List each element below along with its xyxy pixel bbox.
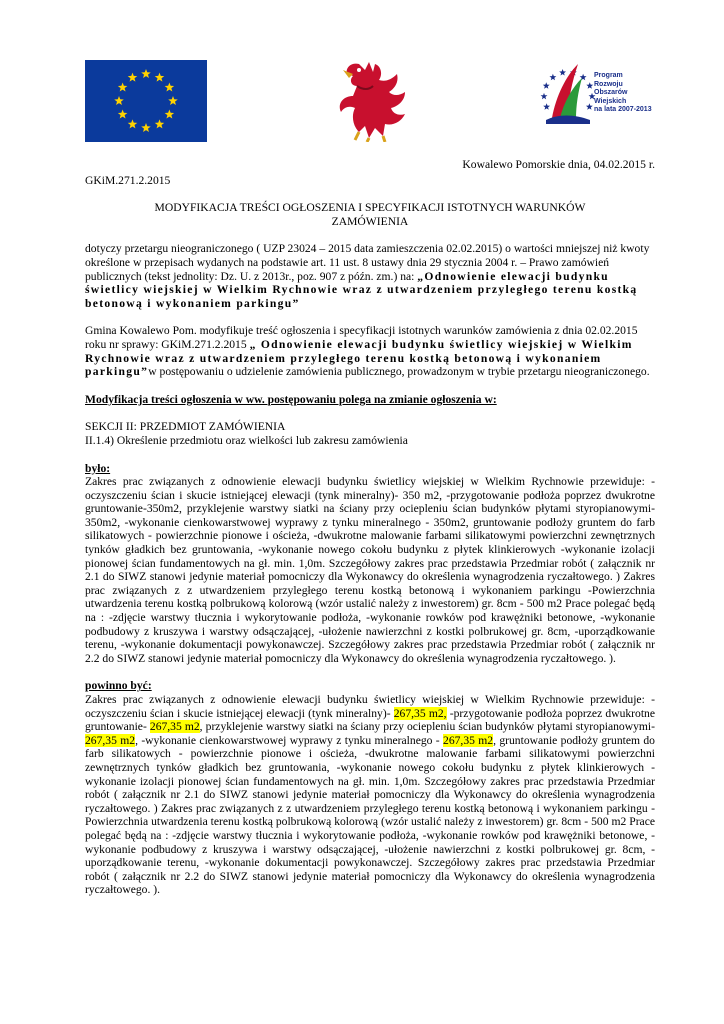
prow-star-icon bbox=[541, 93, 548, 100]
prow-star-icon bbox=[549, 74, 556, 81]
prow-star-icon bbox=[586, 82, 593, 89]
intro-paragraph bbox=[85, 242, 655, 310]
para-text: Gmina Kowalewo Pom. modyfikuje treść ogłoszenia i specyfikacji istotnych warunków zamówienia z dnia 02.02.2015 roku nr sprawy: GKiM.271.2.2015 bbox=[85, 324, 638, 351]
prow-line: Program bbox=[594, 72, 623, 79]
project-name: „ Odnowienie elewacji budynku świetlicy wiejskiej w Wielkim Rychnowie wraz z utwardzeniem przyległego terenu kostką betonową i wykonaniem parkingu” bbox=[85, 337, 633, 379]
highlighted-value: 267,35 m2 bbox=[85, 733, 136, 747]
text-segment: Zakres prac związanych z odnowienie elewacji budynku świetlicy wiejskiej w Wielkim Rychnowie przewiduje: -oczyszczeniu ścian i skucie istniejącej elewacji (tynk mineralny)- bbox=[85, 693, 655, 720]
section-subtitle: II.1.4) Określenie przedmiotu oraz wielkości lub zakresu zamówienia bbox=[85, 433, 408, 447]
highlighted-value: 267,35 m2 bbox=[149, 720, 200, 734]
logo-row bbox=[0, 56, 724, 146]
title-line: MODYFIKACJA TREŚCI OGŁOSZENIA I SPECYFIKACJI ISTOTNYCH WARUNKÓW bbox=[154, 201, 586, 215]
modification-paragraph bbox=[85, 324, 655, 378]
prow-logo-icon bbox=[538, 56, 598, 138]
prow-star-icon bbox=[586, 103, 593, 110]
date-line: Kowalewo Pomorskie dnia, 04.02.2015 r. bbox=[462, 158, 655, 171]
should-be-text bbox=[85, 693, 655, 897]
highlighted-value: 267,35 m2 bbox=[443, 733, 494, 747]
intro-text: dotyczy przetargu nieograniczonego ( UZP 23024 – 2015 data zamieszczenia 02.02.2015) o wartości mniejszej niż kwoty określone w przepisach wydanych na podstawie art. 11 ust. 8 ustawy dnia 29 stycznia 2004 r. – Prawo zamówień publicznych (tekst jednolity: Dz. U. z 2013r., poz. 907 z późn. zm.) na: bbox=[85, 242, 650, 283]
text-segment: -przygotowanie podłoża poprzez dwukrotne gruntowanie- bbox=[85, 706, 655, 734]
prow-star-icon bbox=[559, 69, 566, 76]
pomeranian-griffin-icon bbox=[329, 56, 417, 142]
title-line: ZAMÓWIENIA bbox=[331, 214, 409, 228]
prow-star-icon bbox=[543, 103, 550, 110]
para-text: w postępowaniu o udzielenie zamówienia publicznego, prowadzonym w trybie przetargu nieograniczonego. bbox=[148, 365, 650, 379]
prow-logo-text bbox=[594, 72, 652, 115]
section-title: SEKCJI II: PRZEDMIOT ZAMÓWIENIA bbox=[85, 420, 286, 434]
prow-line: na lata 2007-2013 bbox=[594, 106, 652, 114]
project-name: „Odnowienie elewacji budynku świetlicy wiejskiej w Wielkim Rychnowie wraz z utwardzeniem przyległego terenu kostką betonową i wykonaniem parkingu” bbox=[85, 269, 638, 310]
highlighted-value: 267,35 m2, bbox=[393, 706, 447, 720]
was-text: Zakres prac związanych z odnowienie elewacji budynku świetlicy wiejskiej w Wielkim Rychnowie przewiduje: -oczyszczeniu ścian i skucie istniejącej elewacji (tynk mineralny)- 350 m2, -przygotowanie podłoża poprzez dwukrotne gruntowanie-350m2, przyklejenie warstwy siatki na ściany przy ociepleniu ścian budynków płytami styropianowymi-350m2, -wykonanie cienkowarstwowej wyprawy z tynku mineralnego - 350m2, gruntowanie podłoży gruntem do farb silikatowych - powierzchnie pionowe i ościeża, -dwukrotne malowanie farbami silikatowymi powierzchni zewnętrznych tynków gładkich bez gruntowania, -wykonanie nowego cokołu budynku z płytek klinkierowych -wykonanie izolacji pionowej ścian fundamentowych na gł. min. 1,0m. Szczegółowy zakres prac przedstawia Przedmiar robót ( załącznik nr 2.1 do SIWZ stanowi jedynie materiał pomocniczy dla Wykonawcy do określenia wynagrodzenia ryczałtowego. ) Zakres prac związanych z z utwardzeniem przyległego terenu kostką betonową i wykonaniem parkingu -Powierzchnia utwardzenia terenu kostką polbrukową kolorową (wzór ustalić należy z inwestorem) gr. 8cm - 500 m2 Prace polegać będą na : -zdjęcie warstwy tłucznia i wykorytowanie podłoża, -wykonanie rowków pod krawężniki betonowe, -wykonanie podbudowy z kruszywa i warstwy odsączającej, -ułożenie nawierzchni z kostki polbrukowej gr. 8cm, -uporządkowanie terenu, -wykonanie dokumentacji powykonawczej. Szczegółowy zakres prac przedstawia Przedmiar robót ( załącznik nr 2.2 do SIWZ stanowi jedynie materiał pomocniczy dla Wykonawcy do określenia wynagrodzenia ryczałtowego. ). bbox=[85, 475, 655, 665]
modification-heading: Modyfikacja treści ogłoszenia w ww. postępowaniu polega na zmianie ogłoszenia w: bbox=[85, 392, 497, 406]
prow-star-icon bbox=[580, 74, 587, 81]
was-heading: było: bbox=[85, 461, 111, 475]
eu-flag-icon bbox=[85, 60, 207, 142]
prow-line: Obszarów bbox=[594, 89, 628, 97]
document-body bbox=[85, 158, 655, 897]
should-be-heading: powinno być: bbox=[85, 679, 152, 693]
text-segment: , gruntowanie podłoży gruntem do farb silikatowych - powierzchnie pionowe i ościeża, -dwukrotne malowanie farbami silikatowymi powierzchni zewnętrznych tynków gładkich bez gruntowania, -wykonanie nowego cokołu budynku z płytek klinkierowych -wykonanie izolacji pionowej ścian fundamentowych na gł. min. 1,0m. Szczegółowy zakres prac przedstawia Przedmiar robót ( załącznik nr 2.1 do SIWZ stanowi jedynie materiał pomocniczy dla Wykonawcy do określenia wynagrodzenia ryczałtowego. ) Zakres prac związanych z z utwardzeniem przyległego terenu kostką betonową i wykonaniem parkingu -Powierzchnia utwardzenia terenu kostką polbrukową kolorową (wzór ustalić należy z inwestorem) gr. 8cm - 500 m2 Prace polegać będą na : -zdjęcie warstwy tłucznia i wykorytowanie podłoża, -wykonanie rowków pod krawężniki betonowe, -wykonanie podbudowy z kruszywa i warstwy odsączającej, -ułożenie nawierzchni z kostki polbrukowej gr. 8cm, -uporządkowanie terenu, -wykonanie dokumentacji powykonawczej. Szczegółowy zakres prac przedstawia Przedmiar robót ( załącznik nr 2.2 do SIWZ stanowi jedynie materiał pomocniczy dla Wykonawcy do określenia wynagrodzenia ryczałtowego. ). bbox=[85, 733, 655, 897]
text-segment: , przyklejenie warstwy siatki na ściany przy ociepleniu ścian budynków płytami styropianowymi- bbox=[199, 720, 655, 734]
prow-star-icon bbox=[543, 82, 550, 89]
prow-line: Rozwoju bbox=[594, 80, 623, 88]
prow-line: Wiejskich bbox=[594, 97, 627, 105]
document-title bbox=[85, 201, 655, 228]
text-segment: , -wykonanie cienkowarstwowej wyprawy z tynku mineralnego - bbox=[135, 733, 444, 747]
reference-number: GKiM.271.2.2015 bbox=[85, 173, 171, 187]
